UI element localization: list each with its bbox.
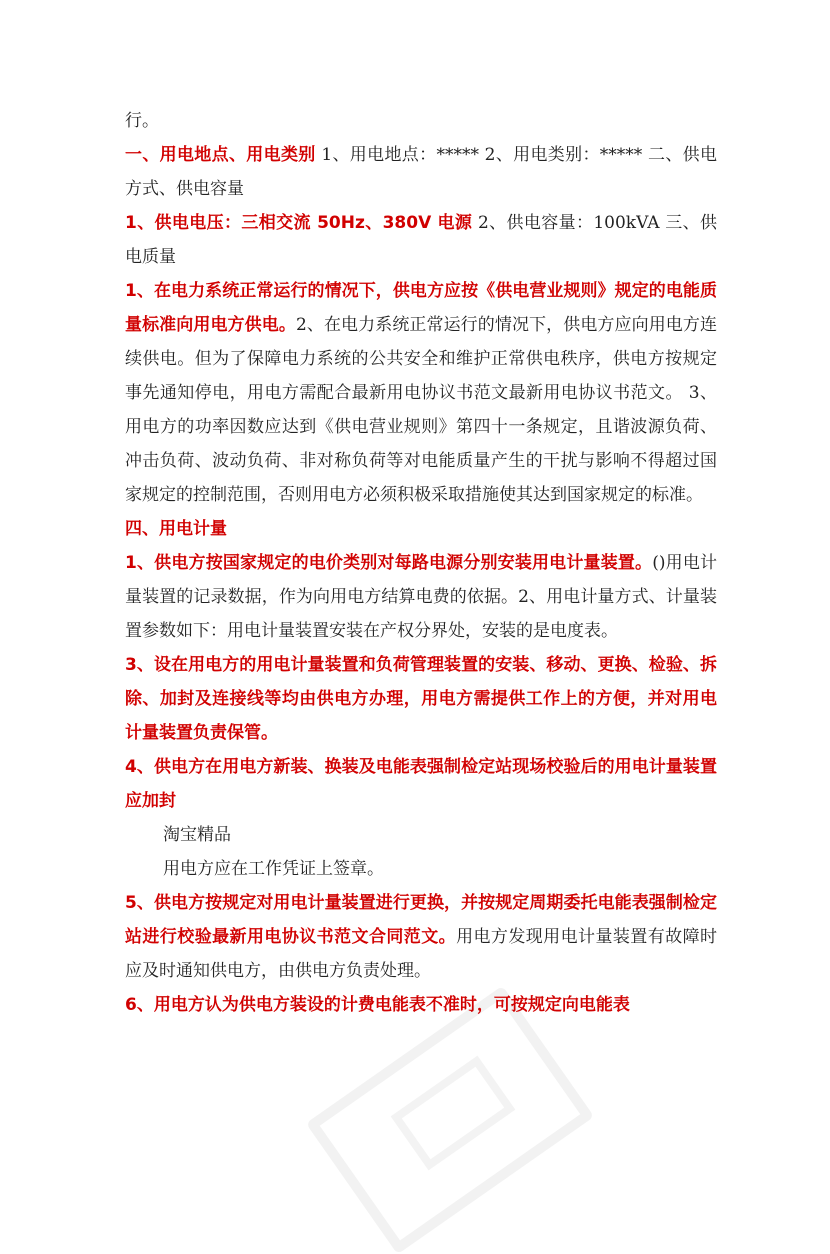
document-body (125, 104, 717, 1022)
paragraph (125, 512, 717, 546)
body-text: 1、用电地点：***** 2、用电类别：***** 二、供电方式、供电容量 (125, 145, 718, 199)
highlighted-text: 1、在电力系统正常运行的情况下，供电方应按《供电营业规则》规定的电能质量标准向用电方供电。 (125, 281, 717, 335)
paragraph (125, 104, 717, 138)
paragraph (125, 886, 717, 988)
paragraph (125, 988, 717, 1022)
highlighted-text: 1、供电方按国家规定的电价类别对每路电源分别安装用电计量装置。 (125, 553, 653, 573)
body-text: 用电方应在工作凭证上签章。 (163, 859, 384, 879)
paragraph (125, 750, 717, 818)
paragraph (125, 138, 717, 206)
highlighted-text: 3、设在用电方的用电计量装置和负荷管理装置的安装、移动、更换、检验、拆除、加封及连接线等均由供电方办理，用电方需提供工作上的方便，并对用电计量装置负责保管。 (125, 655, 717, 743)
paragraph (125, 648, 717, 750)
paragraph (125, 546, 717, 648)
body-text: 行。 (125, 111, 159, 131)
body-text: 2、供电容量：100kVA 三、供电质量 (125, 213, 717, 267)
highlighted-text: 4、供电方在用电方新装、换装及电能表强制检定站现场校验后的用电计量装置应加封 (125, 757, 717, 811)
paragraph (125, 852, 717, 886)
highlighted-text: 一、用电地点、用电类别 (125, 145, 316, 165)
paragraph (125, 274, 717, 512)
body-text: ()用电计量装置的记录数据，作为向用电方结算电费的依据。2、用电计量方式、计量装置参数如下：用电计量装置安装在产权分界处，安装的是电度表。 (125, 553, 718, 641)
highlighted-text: 1、供电电压：三相交流 50Hz、380V 电源 (125, 213, 473, 233)
highlighted-text: 四、用电计量 (125, 519, 227, 539)
body-text: 淘宝精品 (163, 825, 231, 845)
highlighted-text: 6、用电方认为供电方装设的计费电能表不准时，可按规定向电能表 (125, 995, 630, 1015)
highlighted-text: 5、供电方按规定对用电计量装置进行更换，并按规定周期委托电能表强制检定站进行校验最新用电协议书范文合同范文。 (125, 893, 717, 947)
body-text: 用电方发现用电计量装置有故障时应及时通知供电方，由供电方负责处理。 (125, 927, 718, 981)
paragraph (125, 206, 717, 274)
body-text: 2、在电力系统正常运行的情况下，供电方应向用电方连续供电。但为了保障电力系统的公共安全和维护正常供电秩序，供电方按规定事先通知停电，用电方需配合最新用电协议书范文最新用电协议书范文。 3、用电方的功率因数应达到《供电营业规则》第四十一条规定，且谐波源负荷、冲击负荷、波动负荷、非对称负荷等对电能质量产生的干扰与影响不得超过国家规定的控制范围，否则用电方必须积极采取措施使其达到国家规定的标准。 (125, 315, 717, 505)
paragraph (125, 818, 717, 852)
